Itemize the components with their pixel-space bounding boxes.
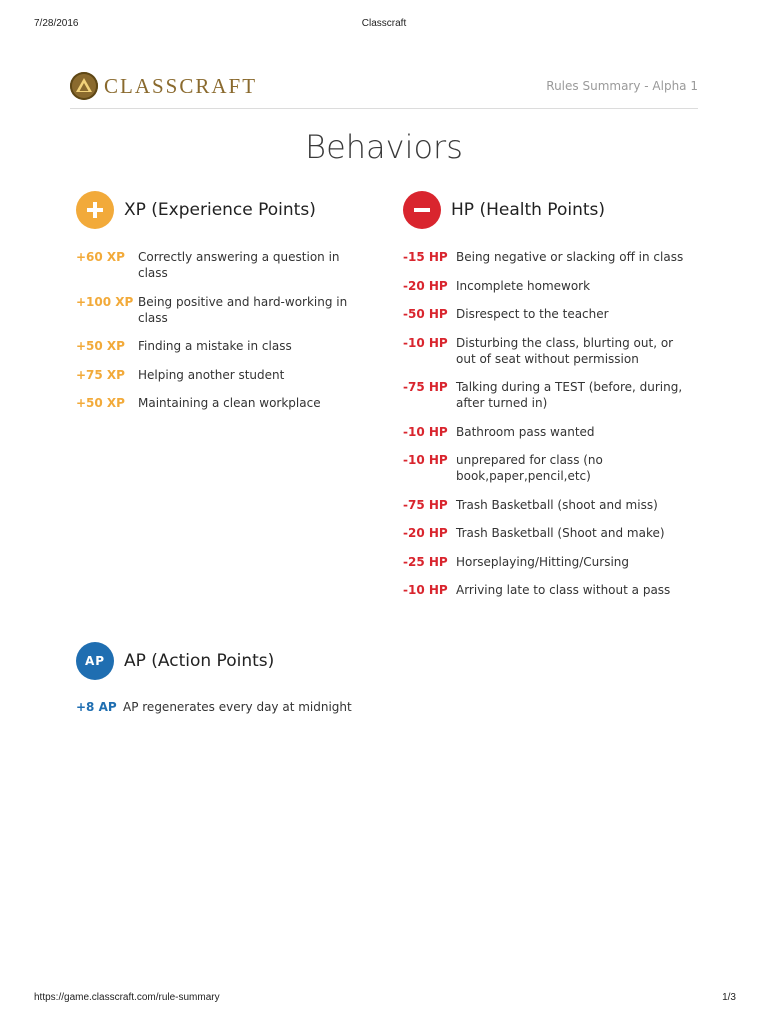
xp-points-value: +50 XP bbox=[76, 339, 125, 353]
hp-behavior-description: Disrespect to the teacher bbox=[456, 307, 609, 321]
hp-behavior-description: Trash Basketball (shoot and miss) bbox=[456, 497, 658, 512]
hp-behavior-row bbox=[403, 335, 696, 367]
hp-points-value: -10 HP bbox=[403, 424, 448, 439]
hp-behavior-description: Incomplete homework bbox=[456, 278, 591, 293]
hp-points-value: -20 HP bbox=[403, 278, 448, 293]
print-page-number: 1/3 bbox=[722, 992, 736, 1003]
hp-behavior-description: Arriving late to class without a pass bbox=[456, 583, 671, 597]
hp-behavior-description: Being negative or slacking off in class bbox=[456, 250, 684, 264]
brand[interactable] bbox=[70, 72, 257, 100]
xp-behavior-description: Correctly answering a question in class bbox=[138, 250, 340, 280]
xp-behavior-description: Finding a mistake in class bbox=[138, 339, 292, 353]
page-title: Behaviors bbox=[305, 128, 463, 166]
xp-behavior-row bbox=[76, 249, 368, 281]
print-date: 7/28/2016 bbox=[34, 18, 79, 29]
hp-section-header bbox=[403, 191, 605, 229]
xp-points-value: +75 XP bbox=[76, 367, 125, 382]
hp-behavior-description: Talking during a TEST (before, during, after turned in) bbox=[456, 380, 683, 410]
hp-points-value: -10 HP bbox=[403, 453, 448, 467]
xp-behavior-row bbox=[76, 338, 368, 354]
print-title: Classcraft bbox=[361, 18, 407, 29]
hp-behavior-row bbox=[403, 525, 696, 541]
hp-behavior-row bbox=[403, 424, 696, 440]
plus-icon bbox=[76, 191, 114, 229]
ap-list bbox=[76, 699, 352, 728]
minus-icon bbox=[403, 191, 441, 229]
hp-behavior-description: unprepared for class (no book,paper,pencil,etc) bbox=[456, 453, 603, 483]
xp-behavior-row bbox=[76, 367, 368, 383]
classcraft-logo-icon bbox=[70, 72, 98, 100]
xp-points-value: +50 XP bbox=[76, 396, 125, 410]
hp-points-value: -10 HP bbox=[403, 335, 448, 350]
hp-points-value: -75 HP bbox=[403, 497, 448, 512]
xp-behavior-row bbox=[76, 294, 368, 326]
hp-behavior-description: Trash Basketball (Shoot and make) bbox=[456, 526, 665, 540]
ap-behavior-row bbox=[76, 699, 352, 715]
hp-behavior-row bbox=[403, 379, 696, 411]
header-divider bbox=[70, 108, 698, 109]
hp-points-value: -10 HP bbox=[403, 583, 448, 597]
hp-behavior-row bbox=[403, 249, 696, 265]
xp-behavior-description: Helping another student bbox=[138, 367, 285, 382]
ap-behavior-description: AP regenerates every day at midnight bbox=[123, 700, 352, 714]
hp-section-title: HP (Health Points) bbox=[451, 200, 605, 220]
hp-behavior-description: Disturbing the class, blurting out, or out of seat without permission bbox=[456, 335, 674, 366]
ap-section-title: AP (Action Points) bbox=[124, 651, 275, 671]
xp-behavior-description: Maintaining a clean workplace bbox=[138, 396, 321, 410]
hp-behavior-row bbox=[403, 554, 696, 570]
doc-subtitle: Rules Summary - Alpha 1 bbox=[546, 79, 698, 93]
hp-points-value: -20 HP bbox=[403, 526, 448, 540]
xp-behavior-row bbox=[76, 395, 368, 411]
hp-behavior-row bbox=[403, 582, 696, 598]
hp-behavior-description: Horseplaying/Hitting/Cursing bbox=[456, 554, 630, 569]
hp-behavior-description: Bathroom pass wanted bbox=[456, 424, 595, 439]
print-url: https://game.classcraft.com/rule-summary bbox=[34, 992, 220, 1003]
xp-section-title: XP (Experience Points) bbox=[124, 200, 316, 220]
hp-behavior-row bbox=[403, 278, 696, 294]
hp-behavior-row bbox=[403, 306, 696, 322]
hp-points-value: -15 HP bbox=[403, 250, 448, 264]
xp-list bbox=[76, 249, 368, 424]
brand-name: CLASSCRAFT bbox=[104, 73, 258, 98]
ap-badge-icon: AP bbox=[76, 642, 114, 680]
hp-points-value: -50 HP bbox=[403, 307, 448, 321]
hp-points-value: -25 HP bbox=[403, 554, 448, 569]
xp-points-value: +60 XP bbox=[76, 250, 125, 264]
hp-list bbox=[403, 249, 696, 611]
hp-points-value: -75 HP bbox=[403, 380, 448, 394]
xp-behavior-description: Being positive and hard-working in class bbox=[138, 294, 348, 325]
ap-points-value: +8 AP bbox=[76, 700, 117, 714]
hp-behavior-row bbox=[403, 497, 696, 513]
hp-behavior-row bbox=[403, 452, 696, 484]
xp-section-header bbox=[76, 191, 316, 229]
xp-points-value: +100 XP bbox=[76, 294, 134, 309]
ap-section-header bbox=[76, 642, 274, 680]
